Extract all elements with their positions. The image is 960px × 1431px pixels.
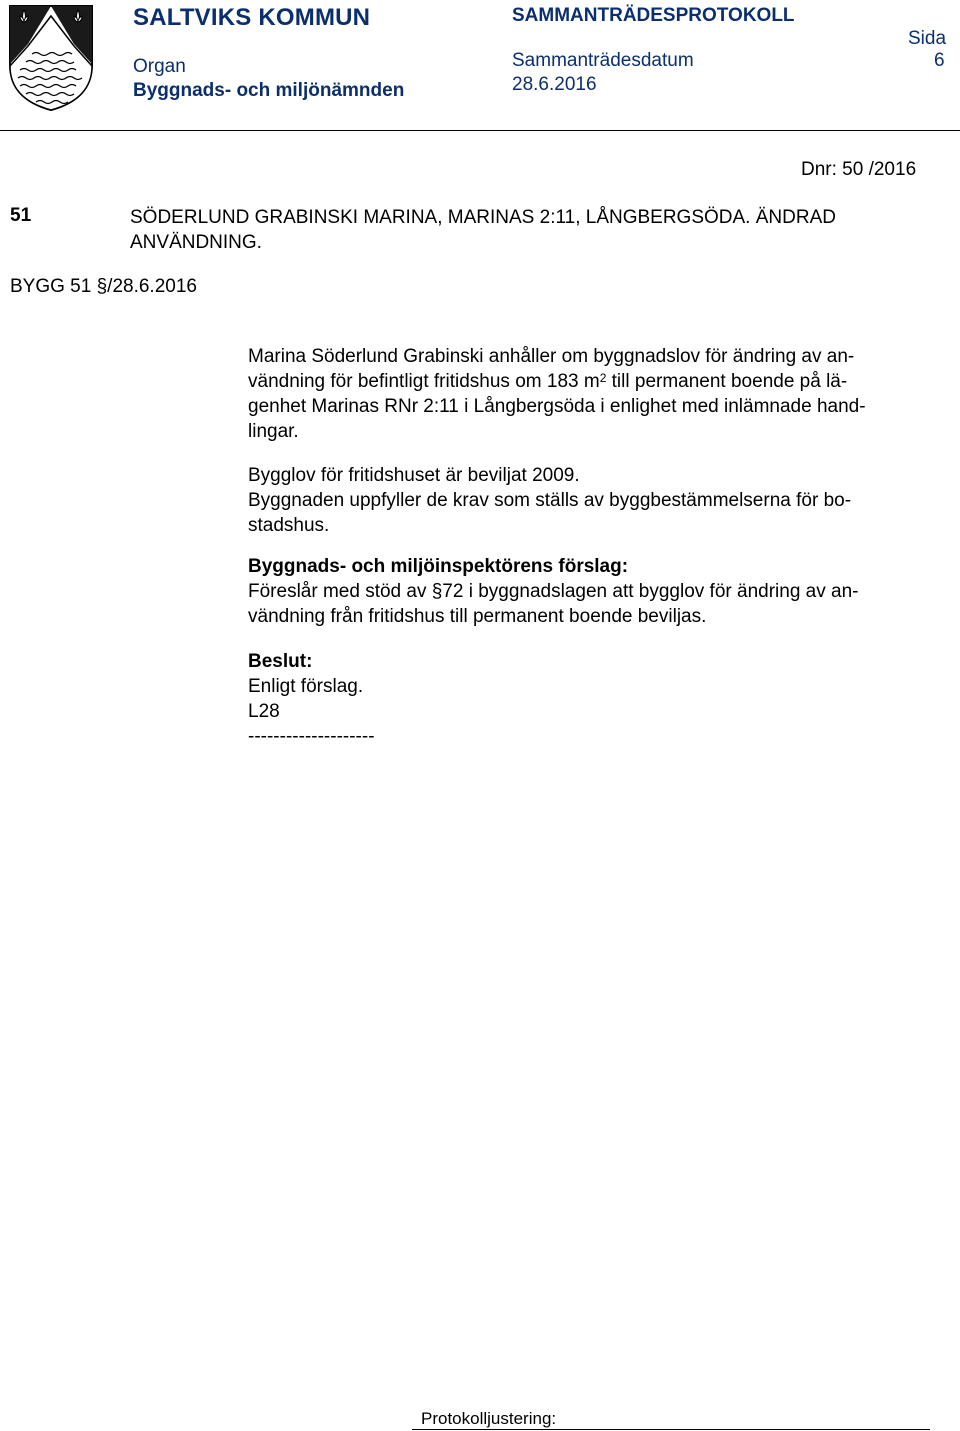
diary-number: Dnr: 50 /2016: [801, 159, 917, 180]
application-line: vändning för befintligt fritidshus om 183 $m^2$ till permanent boende på lä-: [248, 371, 848, 392]
decision-section: [248, 649, 928, 749]
application-line: genhet Marinas RNr 2:11 i Långbergsöda i enlighet med inlämnade hand-: [248, 396, 866, 417]
decision-code: L28: [248, 701, 280, 722]
document-type: SAMMANTRÄDESPROTOKOLL: [512, 5, 795, 26]
background-line: stadshus.: [248, 515, 330, 536]
application-paragraph: [248, 344, 928, 444]
municipality-name: SALTVIKS KOMMUN: [133, 4, 371, 31]
proposal-line: Föreslår med stöd av §72 i byggnadslagen att bygglov för ändring av an-: [248, 581, 859, 602]
proposal-section: [248, 554, 928, 629]
signature-line: [412, 1429, 930, 1430]
application-line: Marina Söderlund Grabinski anhåller om byggnadslov för ändring av an-: [248, 346, 855, 367]
superscript: 2: [599, 371, 607, 385]
item-title: SÖDERLUND GRABINSKI MARINA, MARINAS 2:11, LÅNGBERGSÖDA. ÄNDRAD ANVÄNDNING.: [130, 207, 836, 253]
meeting-date-value: 28.6.2016: [512, 74, 597, 95]
background-paragraph: [248, 463, 928, 538]
meeting-date-label: Sammanträdesdatum: [512, 50, 694, 71]
proposal-line: vändning från fritidshus till permanent boende beviljas.: [248, 606, 707, 627]
organ-value: Byggnads- och miljönämnden: [133, 80, 405, 101]
application-line: lingar.: [248, 421, 299, 442]
decision-heading: Beslut:: [248, 651, 313, 672]
page-label: Sida: [908, 28, 947, 49]
case-reference: BYGG 51 §/28.6.2016: [10, 276, 197, 297]
background-line: Bygglov för fritidshuset är beviljat 2009.: [248, 465, 580, 486]
background-line: Byggnaden uppfyller de krav som ställs av byggbestämmelserna för bo-: [248, 490, 852, 511]
coat-of-arms-icon: [8, 4, 94, 112]
protocol-verification-label: Protokolljustering:: [421, 1409, 557, 1428]
item-number: 51: [10, 205, 32, 226]
separator-line: --------------------: [248, 726, 375, 747]
decision-text: Enligt förslag.: [248, 676, 364, 697]
proposal-heading: Byggnads- och miljöinspektörens förslag:: [248, 556, 629, 577]
organ-label: Organ: [133, 56, 186, 77]
header-divider: [0, 130, 960, 131]
page-number: 6: [934, 50, 945, 71]
